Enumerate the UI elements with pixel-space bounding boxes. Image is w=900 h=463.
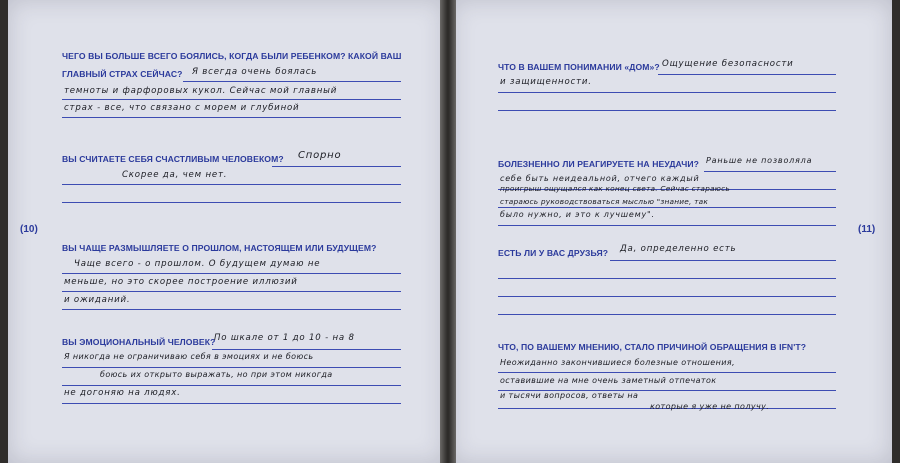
answer-line — [62, 367, 401, 368]
answer-failures-line3: проигрыш ощущался как конец света. Сейчас стараюсь — [500, 184, 730, 193]
answer-reason-line3: и тысячи вопросов, ответы на — [500, 391, 639, 400]
answer-line — [62, 291, 401, 292]
answer-time-line3: и ожиданий. — [64, 295, 131, 305]
answer-line — [62, 403, 401, 404]
page-number-right: (11) — [858, 224, 876, 235]
answer-failures-line1: Раньше не позволяла — [706, 156, 813, 165]
answer-line — [704, 171, 836, 172]
question-reason: ЧТО, ПО ВАШЕМУ МНЕНИЮ, СТАЛО ПРИЧИНОЙ ОБРАЩЕНИЯ В IFN'T? — [498, 342, 807, 352]
answer-reason-line1: Неожиданно закончившиеся болезные отношения, — [500, 358, 735, 367]
answer-failures-line5: было нужно, и это к лучшему". — [500, 210, 655, 219]
question-failures: БОЛЕЗНЕННО ЛИ РЕАГИРУЕТЕ НА НЕУДАЧИ? — [498, 159, 699, 169]
question-fears-line1: ЧЕГО ВЫ БОЛЬШЕ ВСЕГО БОЯЛИСЬ, КОГДА БЫЛИ РЕБЕНКОМ? КАКОЙ ВАШ — [62, 51, 402, 61]
question-home: ЧТО В ВАШЕМ ПОНИМАНИИ «ДОМ»? — [498, 62, 660, 72]
answer-failures-line2: себе быть неидеальной, отчего каждый — [500, 174, 700, 183]
answer-emotional-line4: не догоняю на людях. — [64, 388, 181, 398]
answer-line — [498, 314, 836, 315]
answer-line — [498, 225, 836, 226]
answer-fears-line3: страх - все, что связано с морем и глубиной — [64, 103, 300, 113]
answer-line — [62, 184, 401, 185]
book-gutter — [440, 0, 456, 463]
answer-emotional-line2: Я никогда не ограничиваю себя в эмоциях и не боюсь — [64, 352, 314, 361]
answer-failures-line4: стараюсь руководствоваться мыслью "знание, так — [500, 197, 708, 206]
answer-line — [498, 296, 836, 297]
answer-line — [610, 260, 836, 261]
answer-line — [62, 309, 401, 310]
page-number-left: (10) — [20, 224, 38, 235]
answer-home-line2: и защищенности. — [500, 77, 592, 87]
answer-time-line2: меньше, но это скорее построение иллюзий — [64, 277, 298, 287]
answer-time-line1: Чаще всего - о прошлом. О будущем думаю не — [74, 259, 321, 269]
answer-line — [498, 92, 836, 93]
answer-emotional-line3: боюсь их открыто выражать, но при этом никогда — [100, 370, 333, 379]
answer-reason-line2: оставившие на мне очень заметный отпечаток — [500, 376, 717, 385]
question-fears-line2: ГЛАВНЫЙ СТРАХ СЕЙЧАС? — [62, 69, 183, 79]
answer-happy-line2: Скорее да, чем нет. — [122, 170, 228, 180]
answer-line — [62, 99, 401, 100]
answer-line — [498, 278, 836, 279]
question-time: ВЫ ЧАЩЕ РАЗМЫШЛЯЕТЕ О ПРОШЛОМ, НАСТОЯЩЕМ ИЛИ БУДУЩЕМ? — [62, 243, 377, 253]
answer-line — [272, 166, 401, 167]
answer-line — [62, 202, 401, 203]
answer-line — [658, 74, 836, 75]
answer-fears-line1: Я всегда очень боялась — [192, 67, 318, 77]
answer-line — [212, 349, 401, 350]
answer-line — [62, 117, 401, 118]
answer-happy-line1: Спорно — [298, 150, 342, 161]
answer-line — [498, 110, 836, 111]
answer-line — [498, 372, 836, 373]
question-happy: ВЫ СЧИТАЕТЕ СЕБЯ СЧАСТЛИВЫМ ЧЕЛОВЕКОМ? — [62, 154, 284, 164]
answer-line — [62, 385, 401, 386]
answer-line — [183, 81, 401, 82]
answer-line — [62, 273, 401, 274]
answer-line — [498, 207, 836, 208]
answer-reason-line4: которые я уже не получу. — [650, 402, 770, 411]
question-friends: ЕСТЬ ЛИ У ВАС ДРУЗЬЯ? — [498, 248, 609, 258]
answer-emotional-line1: По шкале от 1 до 10 - на 8 — [214, 333, 355, 343]
answer-home-line1: Ощущение безопасности — [662, 59, 794, 69]
answer-friends: Да, определенно есть — [620, 244, 737, 254]
question-emotional: ВЫ ЭМОЦИОНАЛЬНЫЙ ЧЕЛОВЕК? — [62, 337, 216, 347]
answer-fears-line2: темноты и фарфоровых кукол. Сейчас мой главный — [64, 86, 338, 96]
